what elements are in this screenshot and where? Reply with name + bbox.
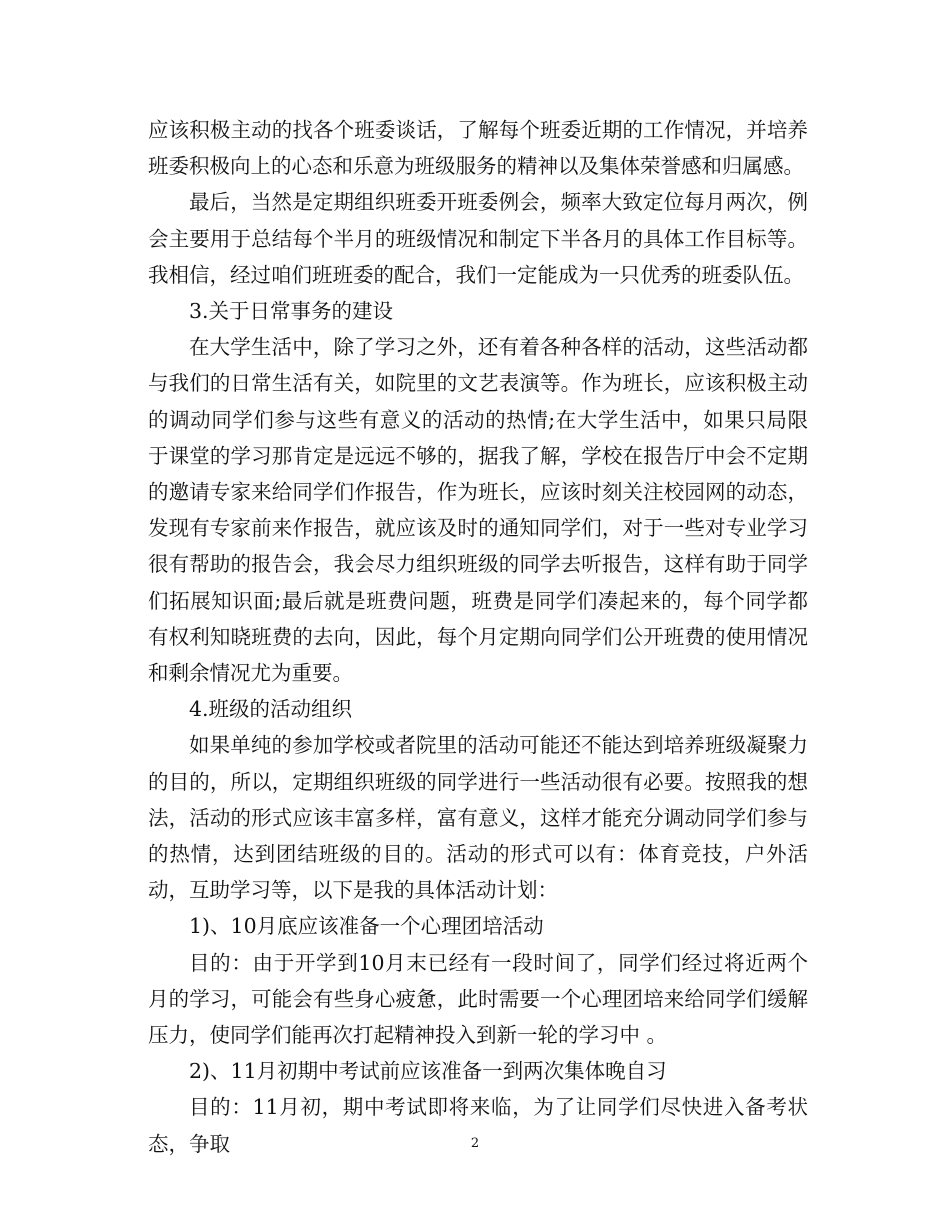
activity-purpose-october: 目的：由于开学到10月末已经有一段时间了，同学们经过将近两个月的学习，可能会有些身心疲惫，此时需要一个心理团培来给同学们缓解压力，使同学们能再次打起精神投入到新一轮的学习中 。 (148, 950, 808, 1048)
activity-item-november: 2)、11月初期中考试前应该准备一到两次集体晚自习 (189, 1059, 667, 1084)
section-heading-class-activities: 4.班级的活动组织 (189, 697, 353, 722)
page-number: 2 (470, 1136, 480, 1151)
section-heading-daily-affairs: 3.关于日常事务的建设 (189, 299, 394, 324)
paragraph-daily-affairs: 在大学生活中，除了学习之外，还有着各种各样的活动，这些活动都与我们的日常生活有关，如院里的文艺表演等。作为班长，应该积极主动的调动同学们参与这些有意义的活动的热情;在大学生活中，如果只局限于课堂的学习那肯定是远远不够的，据我了解，学校在报告厅中会不定期的邀请专家来给同学们作报告，作为班长，应该时刻关注校园网的动态，发现有专家前来作报告，就应该及时的通知同学们，对于一些对专业学习很有帮助的报告会，我会尽力组织班级的同学去听报告，这样有助于同学们拓展知识面;最后就是班费问题，班费是同学们凑起来的，每个同学都有权利知晓班费的去向，因此，每个月定期向同学们公开班费的使用情况和剩余情况尤为重要。 (148, 335, 808, 686)
activity-item-october: 1)、10月底应该准备一个心理团培活动 (189, 914, 544, 939)
document-body (148, 112, 808, 1162)
paragraph-committee-meeting: 最后，当然是定期组织班委开班委例会，频率大致定位每月两次，例会主要用于总结每个半月的班级情况和制定下半各月的具体工作目标等。我相信，经过咱们班班委的配合，我们一定能成为一只优秀的班委队伍。 (148, 190, 808, 287)
paragraph-class-activities: 如果单纯的参加学校或者院里的活动可能还不能达到培养班级凝聚力的目的，所以，定期组织班级的同学进行一些活动很有必要。按照我的想法，活动的形式应该丰富多样，富有意义，这样才能充分调动同学们参与的热情，达到团结班级的目的。活动的形式可以有：体育竞技，户外活动，互助学习等，以下是我的具体活动计划： (148, 733, 808, 903)
paragraph-continuation: 应该积极主动的找各个班委谈话，了解每个班委近期的工作情况，并培养班委积极向上的心态和乐意为班级服务的精神以及集体荣誉感和归属感。 (148, 118, 808, 179)
activity-purpose-november: 目的：11月初，期中考试即将来临，为了让同学们尽快进入备考状态，争取 (148, 1095, 808, 1156)
